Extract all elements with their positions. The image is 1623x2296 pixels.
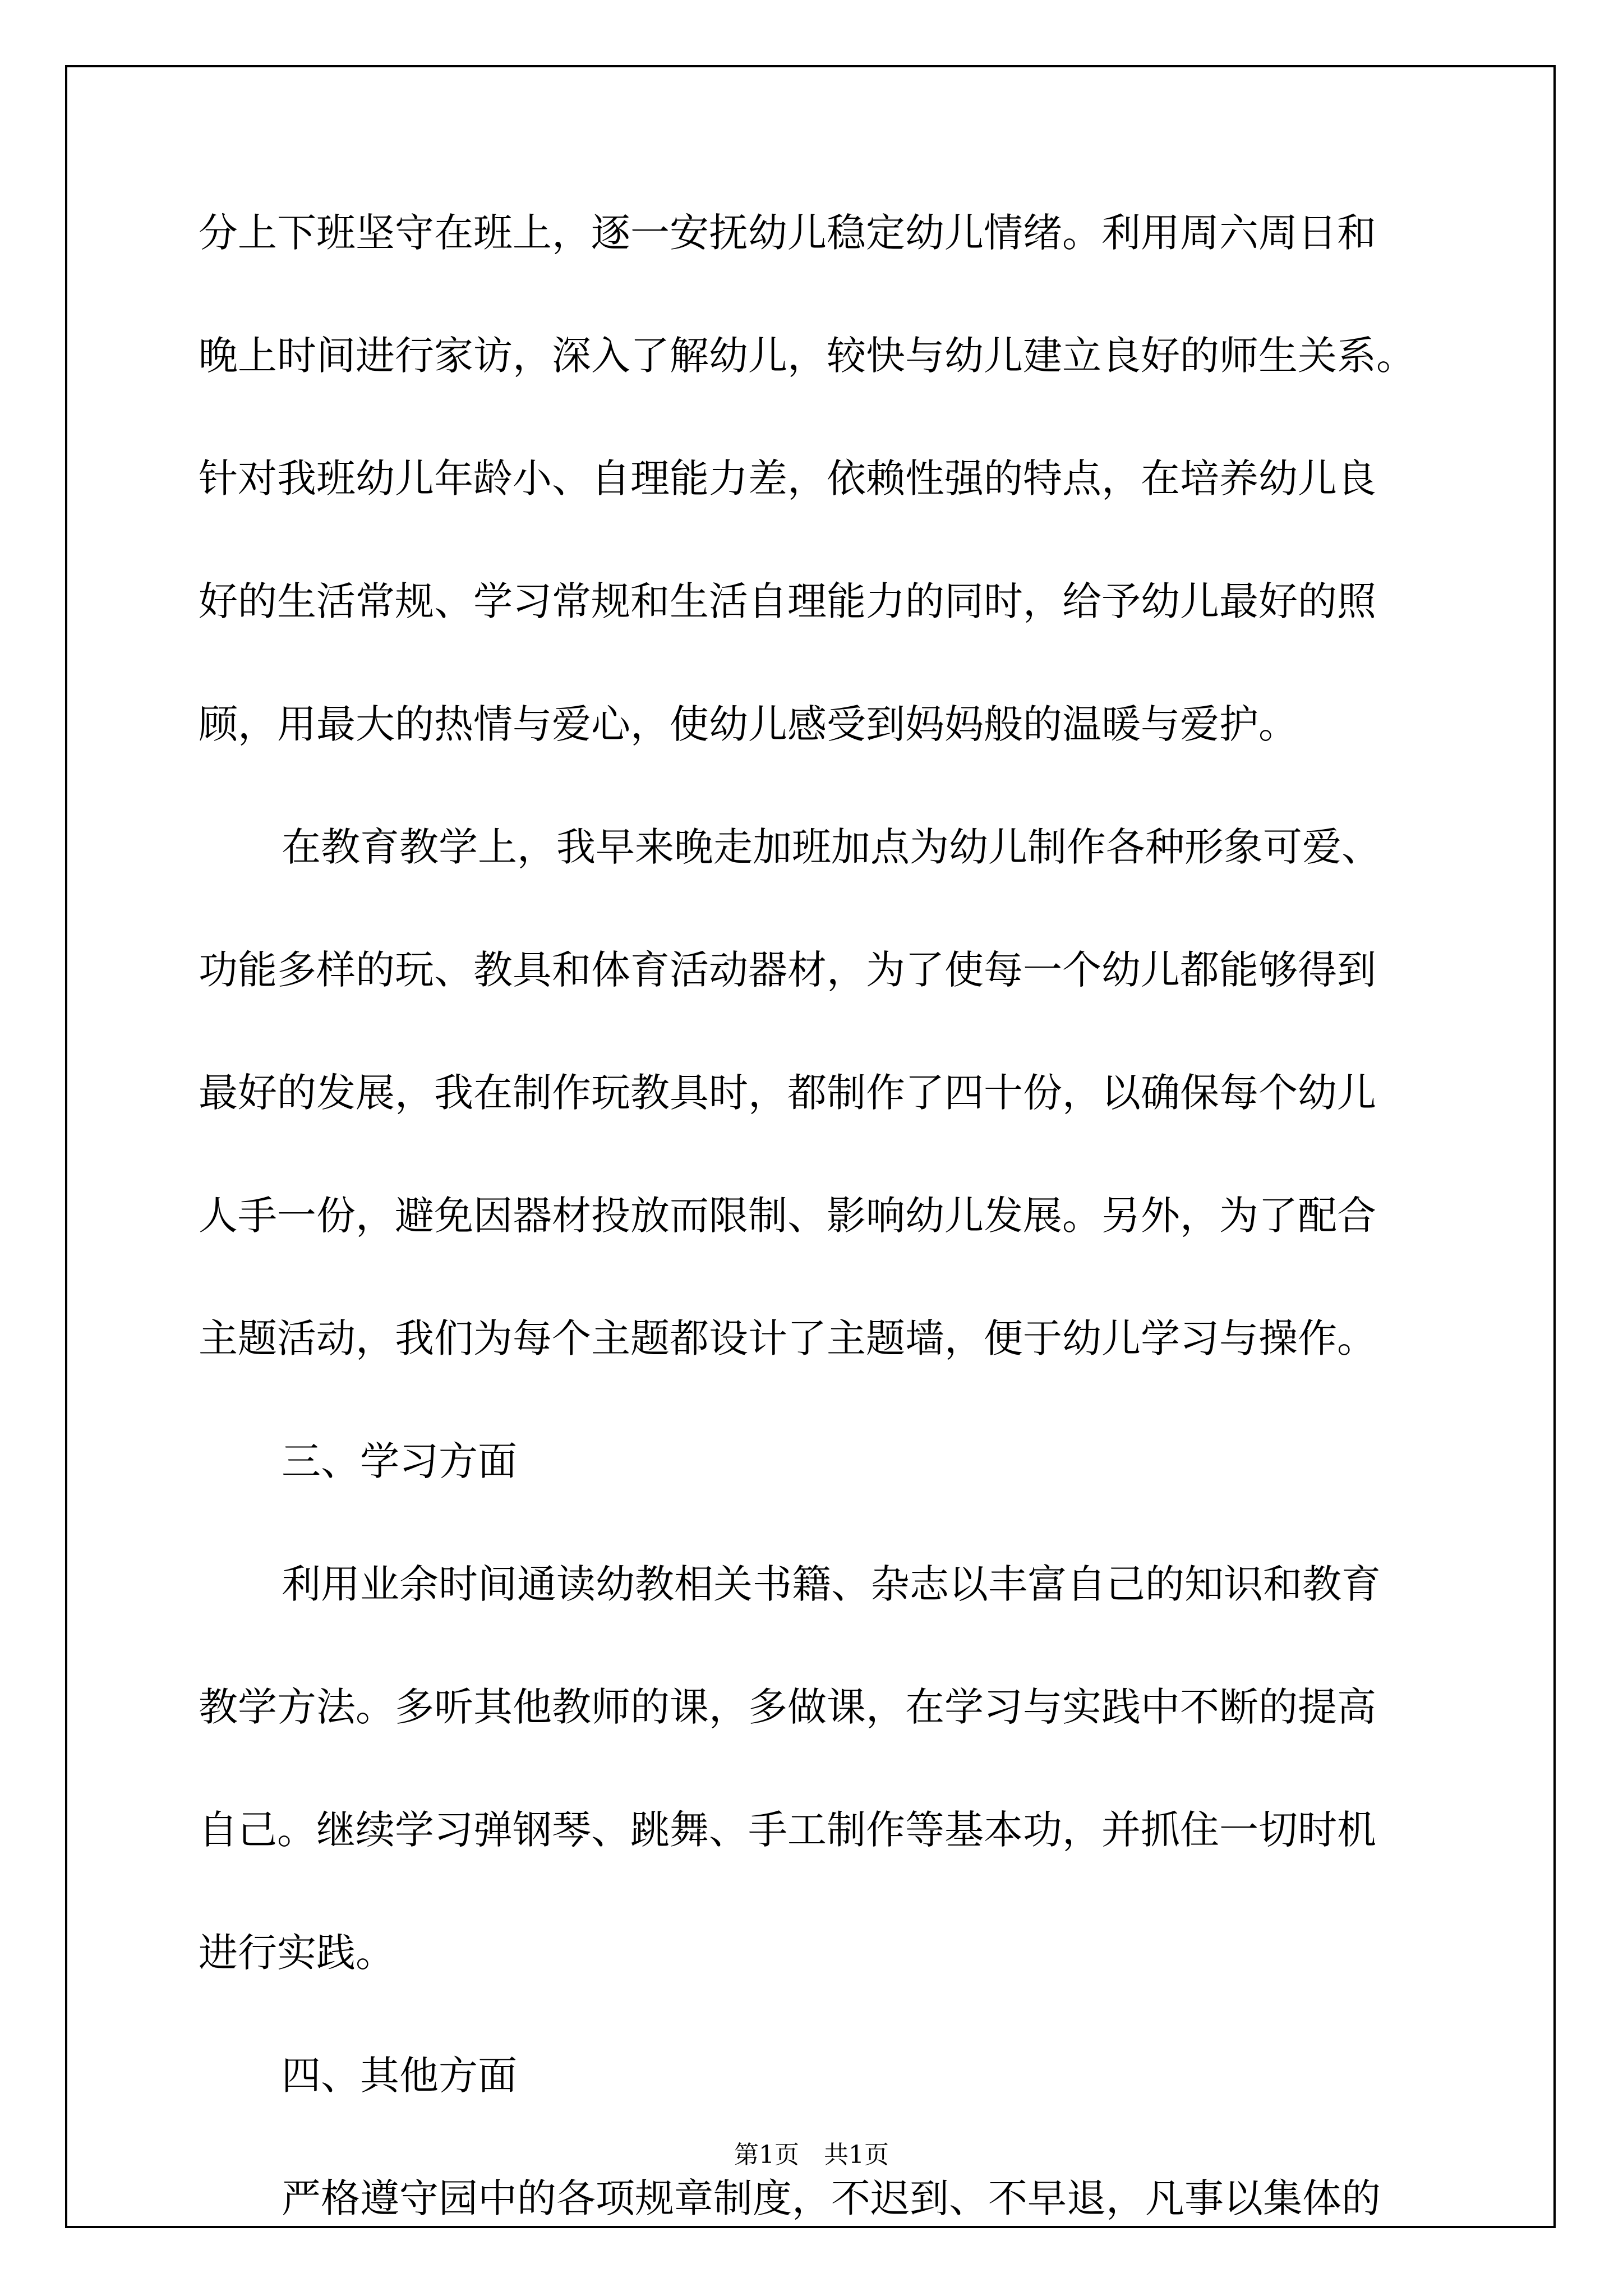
text-line: 最好的发展，我在制作玩教具时，都制作了四十份，以确保每个幼儿 xyxy=(199,1070,1376,1116)
text-line: 功能多样的玩、教具和体育活动器材，为了使每一个幼儿都能够得到 xyxy=(199,947,1376,993)
text-line: 进行实践。 xyxy=(199,1930,395,1976)
section-heading: 四、其他方面 xyxy=(282,2053,517,2099)
text-line: 教学方法。多听其他教师的课，多做课，在学习与实践中不断的提高 xyxy=(199,1684,1376,1730)
text-line: 利用业余时间通读幼教相关书籍、杂志以丰富自己的知识和教育 xyxy=(282,1561,1381,1607)
section-heading: 三、学习方面 xyxy=(282,1438,517,1484)
page-border xyxy=(65,65,1556,2228)
text-line: 晚上时间进行家访，深入了解幼儿，较快与幼儿建立良好的师生关系。 xyxy=(199,333,1415,379)
text-line: 自己。继续学习弹钢琴、跳舞、手工制作等基本功，并抓住一切时机 xyxy=(199,1807,1376,1853)
text-line: 分上下班坚守在班上，逐一安抚幼儿稳定幼儿情绪。利用周六周日和 xyxy=(199,210,1376,256)
text-line: 针对我班幼儿年龄小、自理能力差，依赖性强的特点，在培养幼儿良 xyxy=(199,455,1376,501)
text-line: 在教育教学上，我早来晚走加班加点为幼儿制作各种形象可爱、 xyxy=(282,824,1381,870)
page-number-footer: 第1页 共1页 xyxy=(734,2141,889,2169)
text-line: 主题活动，我们为每个主题都设计了主题墙，便于幼儿学习与操作。 xyxy=(199,1315,1376,1361)
text-line: 顾，用最大的热情与爱心，使幼儿感受到妈妈般的温暖与爱护。 xyxy=(199,701,1298,747)
text-line: 好的生活常规、学习常规和生活自理能力的同时，给予幼儿最好的照 xyxy=(199,578,1376,624)
text-line: 严格遵守园中的各项规章制度，不迟到、不早退，凡事以集体的 xyxy=(282,2175,1381,2221)
text-line: 人手一份，避免因器材投放而限制、影响幼儿发展。另外，为了配合 xyxy=(199,1193,1376,1239)
